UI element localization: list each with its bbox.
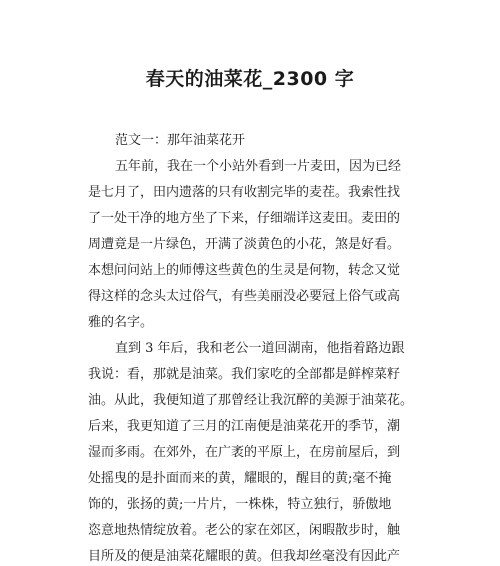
- paragraph-line: 是七月了，田内遗落的只有收割完毕的麦茬。我索性找: [88, 185, 401, 200]
- paragraph-line: 油。从此，我便知道了那曾经让我沉醉的美源于油菜花。: [88, 393, 414, 408]
- page-title: 春天的油菜花_2300 字: [145, 68, 355, 90]
- paragraph-line: 雅的名字。: [88, 315, 154, 330]
- paragraph-line: 周遭竟是一片绿色，开满了淡黄色的小花，煞是好看。: [88, 237, 401, 252]
- paragraph-line: 本想问问站上的师傅这些黄色的生灵是何物，转念又觉: [88, 263, 401, 278]
- essay-subheading: 范文一：那年油菜花开: [115, 133, 246, 148]
- paragraph-line: 了一处干净的地方坐了下来，仔细端详这麦田。麦田的: [88, 211, 401, 226]
- paragraph-line: 五年前，我在一个小站外看到一片麦田，因为已经: [115, 159, 402, 174]
- paragraph-line: 恣意地热情绽放着。老公的家在郊区，闲暇散步时，触: [88, 523, 401, 538]
- paragraph-line: 饰的，张扬的黄;一片片，一株株，特立独行，骄傲地: [88, 497, 392, 512]
- article-body: [88, 128, 415, 566]
- paragraph-line: 直到 3 年后，我和老公一道回湖南，他指着路边跟: [115, 341, 405, 356]
- paragraph-line: 目所及的便是油菜花耀眼的黄。但我却丝毫没有因此产: [88, 549, 401, 564]
- paragraph-line: 我说：看，那就是油菜。我们家吃的全部都是鲜榨菜籽: [88, 367, 401, 382]
- paragraph-line: 处摇曳的是扑面而来的黄，耀眼的，醒目的黄;毫不掩: [88, 471, 392, 486]
- paragraph-line: 后来，我更知道了三月的江南便是油菜花开的季节，潮: [88, 419, 401, 434]
- paragraph-line: 得这样的念头太过俗气，有些美丽没必要冠上俗气或高: [88, 289, 401, 304]
- paragraph-line: 湿而多雨。在郊外，在广袤的平原上，在房前屋后，到: [88, 445, 401, 460]
